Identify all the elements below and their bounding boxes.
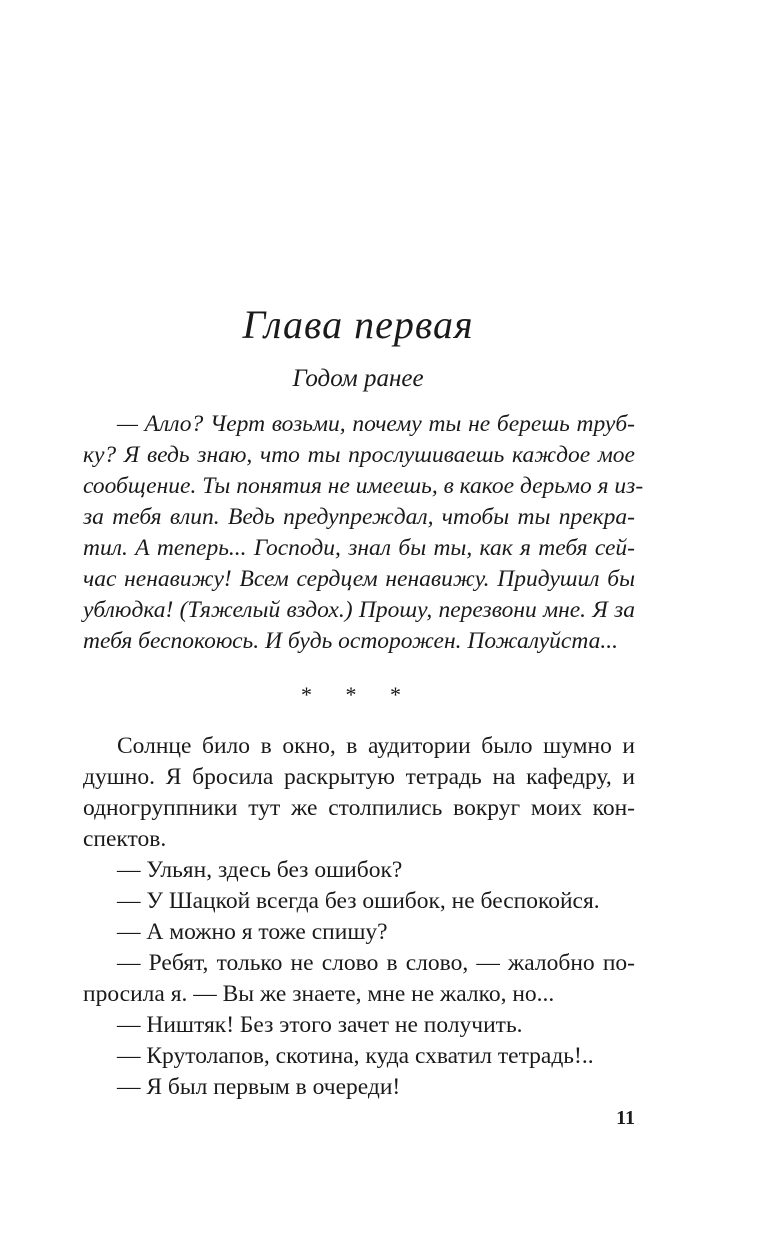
dialogue-line: — У Шацкой всегда без ошибок, не беспокойся.	[117, 888, 600, 914]
dialogue-line: — Крутолапов, скотина, куда схватил тетрадь!..	[117, 1043, 594, 1069]
epigraph-line: ку? Я ведь знаю, что ты прослушиваешь каждое мое	[83, 442, 635, 468]
body-line: душно. Я бросила раскрытую тетрадь на кафедру, и	[83, 764, 635, 790]
page-number: 11	[616, 1107, 635, 1129]
section-separator: * * *	[301, 682, 415, 707]
epigraph-line: за тебя влип. Ведь предупреждал, чтобы ты прекра-	[83, 504, 635, 530]
epigraph-line: тил. А теперь... Господи, знал бы ты, как я тебя сей-	[83, 535, 635, 561]
epigraph-line: тебя беспокоюсь. И будь осторожен. Пожалуйста...	[83, 628, 618, 654]
dialogue-line: — Ништяк! Без этого зачет не получить.	[117, 1012, 523, 1038]
epigraph-line: сообщение. Ты понятия не имеешь, в какое дерьмо я из-	[83, 473, 644, 499]
dialogue-line: — Ульян, здесь без ошибок?	[117, 857, 403, 883]
chapter-subtitle: Годом ранее	[292, 365, 424, 392]
dialogue-line: — Ребят, только не слово в слово, — жалобно по-	[117, 950, 635, 976]
body-line: спектов.	[83, 826, 167, 852]
chapter-title: Глава первая	[242, 302, 474, 347]
body-line: Солнце било в окно, в аудитории было шумно и	[117, 733, 635, 759]
epigraph-line: час ненавижу! Всем сердцем ненавижу. Придушил бы	[83, 566, 635, 592]
dialogue-line: — А можно я тоже спишу?	[117, 919, 388, 945]
body-line: одногруппники тут же столпились вокруг моих кон-	[83, 795, 635, 821]
dialogue-line: просила я. — Вы же знаете, мне не жалко, но...	[83, 981, 555, 1007]
epigraph-voicemail	[83, 409, 644, 657]
epigraph-line: ублюдка! (Тяжелый вздох.) Прошу, перезвони мне. Я за	[83, 597, 635, 623]
dialogue-line: — Я был первым в очереди!	[117, 1074, 401, 1100]
epigraph-line: — Алло? Черт возьми, почему ты не берешь труб-	[117, 411, 635, 437]
body-text	[83, 731, 635, 1103]
